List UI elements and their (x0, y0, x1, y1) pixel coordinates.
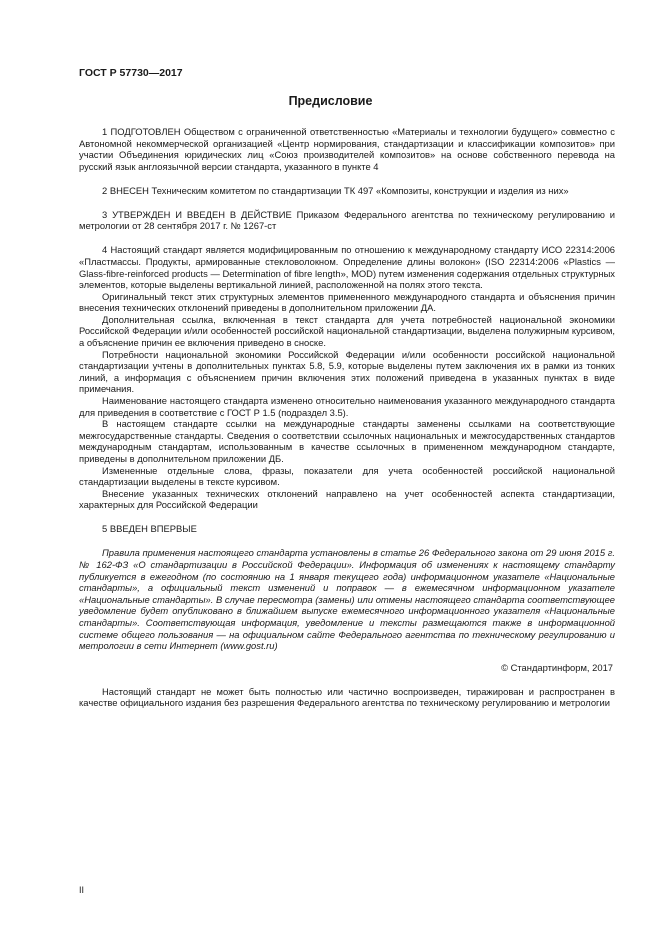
page-number: II (79, 885, 85, 895)
page-title: Предисловие (288, 94, 373, 108)
section-1-paragraph: 1 ПОДГОТОВЛЕН Обществом с ограниченной ответственностью «Материалы и технологии будущего» совместно с Автономной некоммерческой организацией «Центр нормирования, стандартизации и классификации композитов» при участии Объединения юридических лиц «Союз производителей композитов» на основе собственного перевода на русский язык англоязычной версии стандарта, указанного в пункте 4 (79, 126, 615, 172)
rules-notice: Правила применения настоящего стандарта установлены в статье 26 Федерального закона от 29 июня 2015 г. № 162-ФЗ «О стандартизации в Российской Федерации». Информация об изменениях к настоящему стандарту публикуется в ежегодном (по состоянию на 1 января текущего года) информационном указателе «Национальные стандарты», а официальный текст изменений и поправок — в ежемесячном информационном указателе «Национальные стандарты». В случае пересмотра (замены) или отмены настоящего стандарта соответствующее уведомление будет опубликовано в ближайшем выпуске ежемесячного информационного указателя «Национальные стандарты». Соответствующая информация, уведомление и тексты размещаются также в информационной системе общего пользования — на официальном сайте Федерального агентства по техническому регулированию и метрологии в сети Интернет (www.gost.ru) (79, 547, 615, 652)
section-4-paragraph: Внесение указанных технических отклонений направлено на учет особенностей аспекта стандартизации, характерных для Российской Федерации (79, 487, 615, 511)
section-4-paragraph: Потребности национальной экономики Российской Федерации и/или особенности российской национальной стандартизации учтены в дополнительных пунктах 5.8, 5.9, которые выделены путем заключения их в рамки из тонких линий, а информация с объяснением причин включения этих положений приведена в указанных пунктах в виде примечания. (79, 348, 615, 395)
section-4-paragraph: В настоящем стандарте ссылки на международные стандарты заменены ссылками на соответствующие межгосударственные стандарты. Сведения о соответствии ссылочных национальных и межгосударственных стандартов международным стандартам, использованным в качестве ссылочных в примененном международном стандарте, приведены в дополнительном приложении ДБ. (79, 418, 615, 465)
section-4-paragraph: Измененные отдельные слова, фразы, показатели для учета особенностей российской национальной стандартизации выделены в тексте курсивом. (79, 464, 615, 488)
section-2-paragraph: 2 ВНЕСЕН Техническим комитетом по стандартизации ТК 497 «Композиты, конструкции и изделия из них» (102, 184, 569, 196)
section-4-paragraph: Оригинальный текст этих структурных элементов примененного международного стандарта и объяснения причин внесения технических отклонений приведены в дополнительном приложении ДА. (79, 290, 615, 314)
rules-notice-block (79, 547, 615, 651)
section-4-paragraph: Дополнительная ссылка, включенная в текст стандарта для учета потребностей национальной экономики Российской Федерации и/или особенностей российской национальной стандартизации, выделена полужирным курсивом, а объяснение причин ее включения приведено в сноске. (79, 313, 615, 349)
section-4-paragraph: Наименование настоящего стандарта изменено относительно наименования указанного международного стандарта для приведения в соответствие с ГОСТ Р 1.5 (подраздел 3.5). (79, 395, 615, 418)
section-4-paragraph: 4 Настоящий стандарт является модифицированным по отношению к международному стандарту ИСО 22314:2006 «Пластмассы. Продукты, армированные стекловолокном. Определение длины волокон» (ISO 22314:2006 «Plastics — Glass-fibre-reinforced products — Determination of fibre length», MOD) путем изменения содержания отдельных структурных элементов, которые выделены вертикальной линией, расположенной на полях этого текста. (79, 244, 615, 291)
document-body (79, 126, 615, 709)
reproduction-notice: Настоящий стандарт не может быть полностью или частично воспроизведен, тиражирован и распространен в качестве официального издания без разрешения Федерального агентства по техническому регулированию и метрологии (79, 685, 615, 709)
section-3-paragraph: 3 УТВЕРЖДЕН И ВВЕДЕН В ДЕЙСТВИЕ Приказом Федерального агентства по техническому регулированию и метрологии от 28 сентября 2017 г. № 1267-ст (79, 208, 615, 232)
copyright-line: © Стандартинформ, 2017 (501, 661, 613, 673)
section-5-paragraph: 5 ВВЕДЕН ВПЕРВЫЕ (102, 523, 197, 535)
document-header: ГОСТ Р 57730—2017 (79, 67, 183, 79)
